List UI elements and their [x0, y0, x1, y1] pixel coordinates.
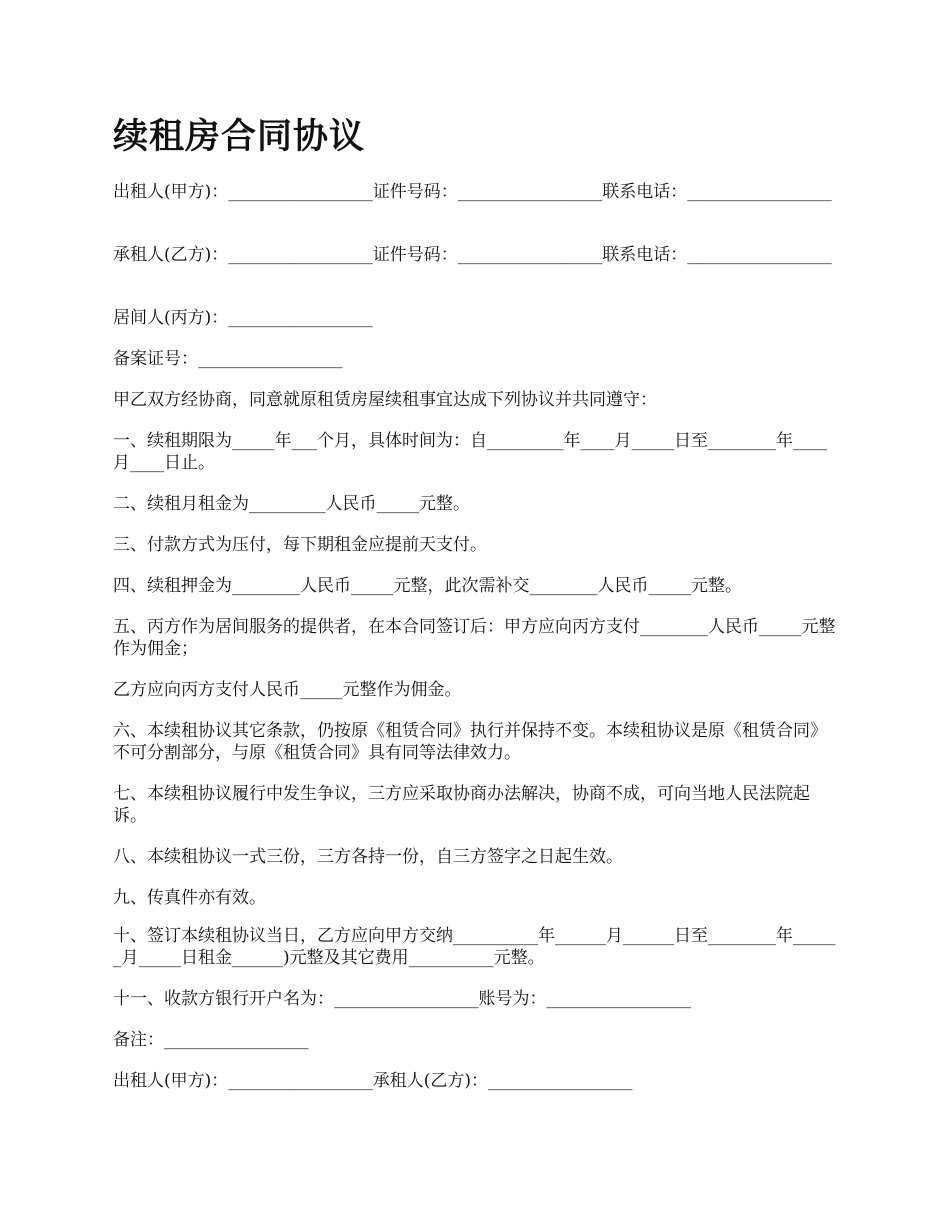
filing-number-line: 备案证号：_________________	[113, 349, 343, 369]
clause-3-payment: 三、付款方式为压付，每下期租金应提前天支付。	[113, 535, 487, 555]
clause-10-payment-on-signing: 十、签订本续租协议当日，乙方应向甲方交纳__________年______月______日至________年______月_____日租金______)元整及其它费用__________元整。	[113, 926, 836, 968]
signature-line: 出租人(甲方)：_________________承租人(乙方)：_________________	[113, 1071, 633, 1091]
clause-5-commission: 五、丙方作为居间服务的提供者，在本合同签订后：甲方应向丙方支付________人民币_____元整作为佣金；	[113, 617, 836, 659]
clause-7-disputes: 七、本续租协议履行中发生争议，三方应采取协商办法解决，协商不成，可向当地人民法院起诉。	[113, 784, 810, 826]
clause-2-rent: 二、续租月租金为_________人民币_____元整。	[113, 494, 470, 514]
remarks-line: 备注：_________________	[113, 1030, 309, 1050]
document-title: 续租房合同协议	[113, 116, 366, 157]
intermediary-line: 居间人(丙方)：_________________	[113, 308, 373, 328]
clause-5-lessee-commission: 乙方应向丙方支付人民币_____元整作为佣金。	[113, 680, 462, 700]
clause-1-term: 一、续租期限为_____年___个月，具体时间为：自_________年____月_____日至________年____月____日止。	[113, 431, 827, 473]
clause-4-deposit: 四、续租押金为________人民币_____元整，此次需补交________人民币_____元整。	[113, 576, 742, 596]
clause-11-bank-account: 十一、收款方银行开户名为：_________________账号为：_________________	[113, 989, 691, 1009]
clause-6-other-terms: 六、本续租协议其它条款，仍按原《租赁合同》执行并保持不变。本续租协议是原《租赁合同》不可分割部分，与原《租赁合同》具有同等法律效力。	[113, 721, 827, 763]
clause-9-fax: 九、传真件亦有效。	[113, 888, 266, 908]
agreement-intro: 甲乙双方经协商，同意就原租赁房屋续租事宜达成下列协议并共同遵守：	[113, 390, 657, 410]
lessor-info-line: 出租人(甲方)：_________________证件号码：_________________联系电话：_________________	[113, 182, 832, 202]
lessee-info-line: 承租人(乙方)：_________________证件号码：_________________联系电话：_________________	[113, 245, 832, 265]
clause-8-copies: 八、本续租协议一式三份，三方各持一份，自三方签字之日起生效。	[113, 847, 623, 867]
